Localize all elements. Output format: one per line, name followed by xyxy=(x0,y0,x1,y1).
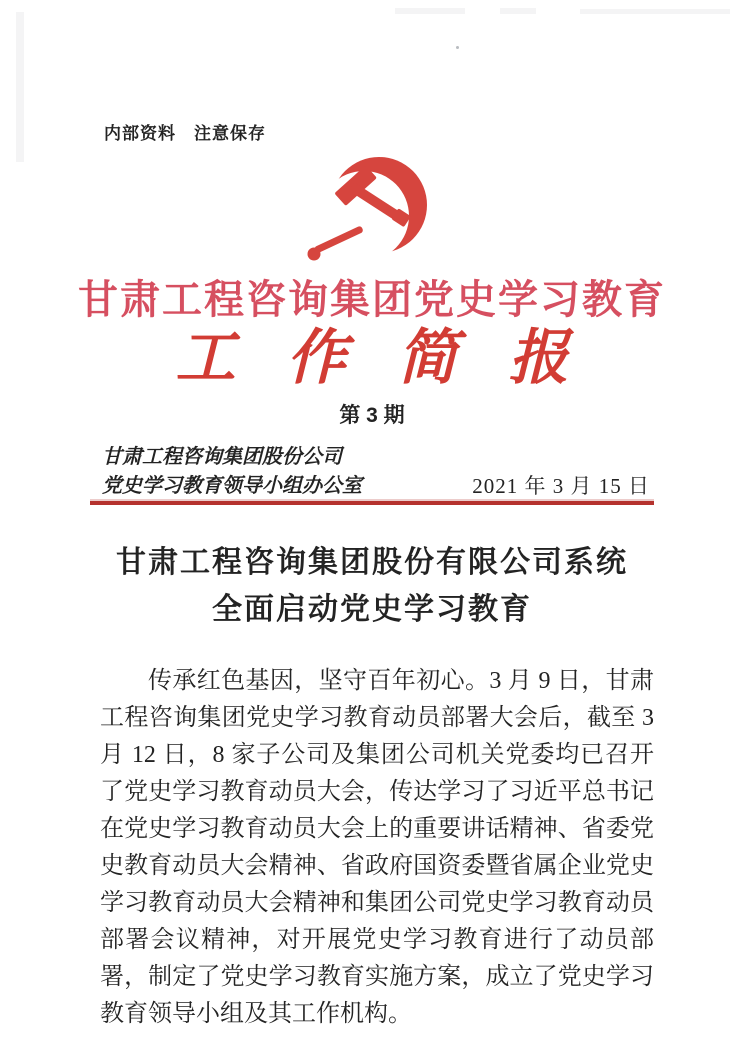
article-title-line1: 甘肃工程咨询集团股份有限公司系统 xyxy=(116,546,628,579)
scan-artifact xyxy=(456,46,459,49)
article-body: 传承红色基因，坚守百年初心。3 月 9 日，甘肃工程咨询集团党史学习教育动员部署大会后，截至 3 月 12 日，8 家子公司及集团公司机关党委均已召开了党史学习教育动员大会，传达学习了习近平总书记在党史学习教育动员大会上的重要讲话精神、省委党史教育动员大会精神、省政府国资委暨省属企业党史学习教育动员大会精神和集团公司党史学习教育动员部署会议精神，对开展党史学习教育进行了动员部署，制定了党史学习教育实施方案，成立了党史学习教育领导小组及其工作机构。 xyxy=(100,668,654,1027)
scan-artifact xyxy=(395,8,465,14)
article-title-line2: 全面启动党史学习教育 xyxy=(212,593,532,626)
bulletin-title-text: 工作简报 xyxy=(175,325,620,391)
masthead-org-title: 甘肃工程咨询集团党史学习教育 xyxy=(78,278,666,322)
article-title xyxy=(0,539,744,633)
scan-artifact xyxy=(580,9,730,14)
masthead-divider-rule xyxy=(90,501,654,505)
issue-number: 第 3 期 xyxy=(339,404,405,427)
publish-date: 2021 年 3 月 15 日 xyxy=(472,474,650,498)
confidential-notice: 内部资料 注意保存 xyxy=(104,124,266,143)
publisher-org-line1: 甘肃工程咨询集团股份公司 xyxy=(102,446,342,468)
scan-artifact xyxy=(16,12,24,162)
publisher-org xyxy=(102,443,362,501)
bulletin-title xyxy=(0,323,744,393)
party-emblem-icon xyxy=(296,150,448,285)
scan-artifact xyxy=(500,8,536,14)
publisher-org-line2: 党史学习教育领导小组办公室 xyxy=(102,475,362,497)
publisher-row xyxy=(102,443,650,501)
